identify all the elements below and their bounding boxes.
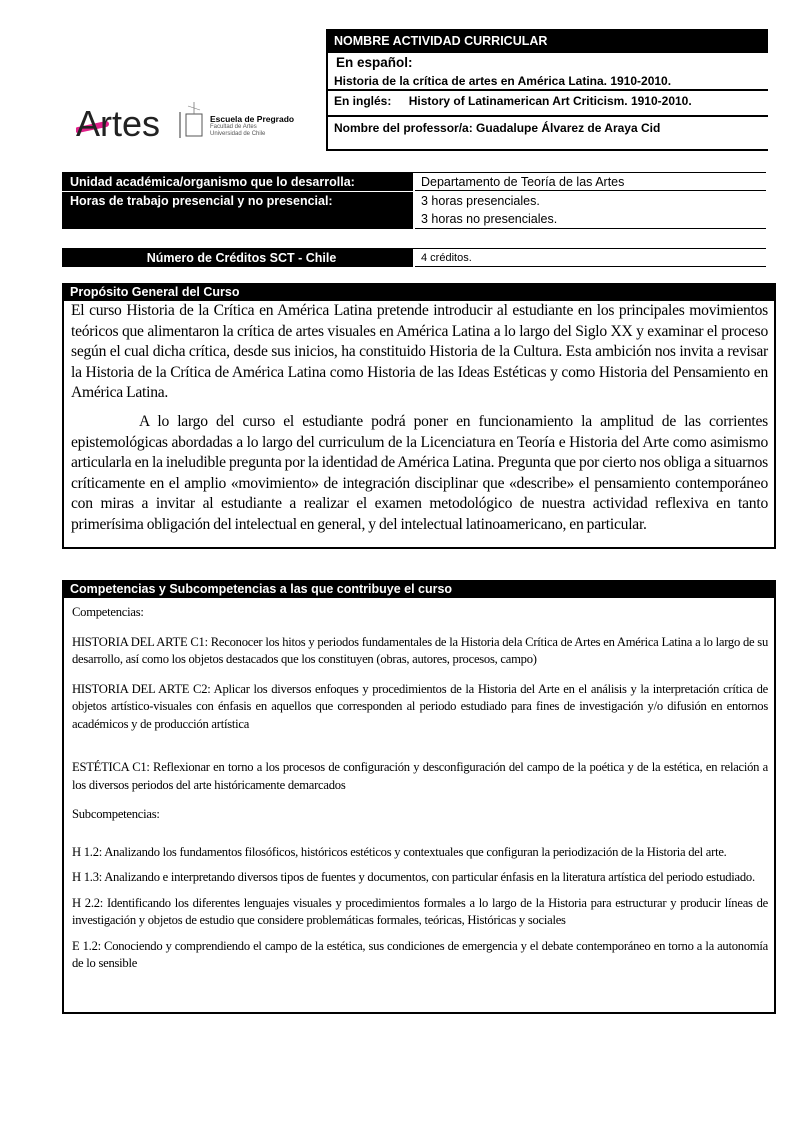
- subcompetencies-label: Subcompetencias:: [72, 807, 160, 821]
- purpose-heading: Propósito General del Curso: [62, 283, 776, 301]
- professor-name: Nombre del professor/a: Guadalupe Álvarez de Araya Cid: [328, 121, 768, 151]
- hours-presencial: 3 horas presenciales.: [421, 194, 540, 208]
- subcompetency-item: H 1.2: Analizando los fundamentos filosóficos, históricos estéticos y contextuales que configuran la periodización de la Historia del arte.: [72, 844, 727, 859]
- spanish-label: En español:: [336, 55, 413, 70]
- competency-item: HISTORIA DEL ARTE C1: Reconocer los hitos y periodos fundamentales de la Historia dela Crítica de Artes en América Latina a lo largo de su desarrollo, así como los objetos destacados que los constituyen (obras, autores, procesos, campo): [72, 634, 768, 666]
- spanish-course-name: Historia de la crítica de artes en América Latina. 1910-2010.: [328, 74, 768, 91]
- purpose-paragraph: El curso Historia de la Crítica en América Latina pretende introducir al estudiante en los principales movimientos teóricos que alimentaron la crítica de artes visuales en América Latina a lo largo del Siglo XX y examinar el proceso según el cual dicha crítica, desde sus inicios, ha constituido Historia de la Cultura. Esta ambición nos invita a revisar la Historia de la Crítica de América Latina como Historia de las Ideas Estéticas y como Historia del Pensamiento en América Latina.: [71, 302, 768, 402]
- hours-value: [415, 192, 766, 229]
- competency-item: ESTÉTICA C1: Reflexionar en torno a los procesos de configuración y desconfiguración del campo de la poética y de la estética, en relación a los diversos periodos del arte históricamente demarcados: [72, 760, 768, 792]
- english-course-name: History of Latinamerican Art Criticism. 1910-2010.: [408, 94, 692, 108]
- course-name-table: [326, 29, 766, 151]
- unit-value: Departamento de Teoría de las Artes: [415, 173, 766, 191]
- academic-info-table: [62, 172, 766, 228]
- competencies-label: Competencias:: [72, 605, 144, 619]
- credits-value: 4 créditos.: [415, 249, 766, 267]
- subcompetency-item: H 2.2: Identificando los diferentes lenguajes visuales y procedimientos formales a lo largo de la Historia para estructurar y producir líneas de investigación y objetos de estudio que considere problemáticas formales, teóricas, Históricas y sociales: [72, 895, 768, 927]
- purpose-body: [62, 301, 776, 549]
- school-name: Escuela de Pregrado: [210, 114, 295, 124]
- university-name: Universidad de Chile: [210, 131, 266, 137]
- credits-label: Número de Créditos SCT - Chile: [62, 249, 413, 267]
- subcompetency-item: H 1.3: Analizando e interpretando diversos tipos de fuentes y documentos, con particular énfasis en la literatura artística del periodo estudiado.: [72, 870, 755, 884]
- competencies-body: [62, 598, 776, 1014]
- subcompetency-item: E 1.2: Conociendo y comprendiendo el campo de la estética, sus condiciones de emergencia y el debate contemporáneo en torno a la autonomía de lo sensible: [72, 938, 768, 970]
- competency-item: HISTORIA DEL ARTE C2: Aplicar los diversos enfoques y procedimientos de la Historia del Arte en el análisis y la interpretación crítica de objetos artístico-visuales con énfasis en aquellos que corresponden al periodo estudiado para fines de investigación y/o difusión en entornos académicos y de producción artística: [72, 681, 768, 731]
- english-row: [328, 94, 768, 117]
- competencies-heading: Competencias y Subcompetencias a las que contribuye el curso: [62, 580, 776, 598]
- svg-text:Artes: Artes: [76, 103, 161, 142]
- unit-label: Unidad académica/organismo que lo desarrolla:: [62, 173, 413, 191]
- hours-label: Horas de trabajo presencial y no presencial:: [62, 192, 413, 229]
- hours-no-presencial: 3 horas no presenciales.: [421, 212, 558, 226]
- purpose-paragraph: A lo largo del curso el estudiante podrá poner en funcionamiento la amplitud de las corrientes epistemológicas abordadas a lo largo del curriculum de la Licenciatura en Teoría e Historia del Arte como asimismo articularla en la ineludible pregunta por la identidad de América Latina. Pregunta que por cierto nos obliga a situarnos críticamente en el amplio «movimiento» de integración disciplinar que «describe» el pensamiento contemporáneo con miras a invitar al estudiante a realizar el examen metodológico de nuestra actividad reflexiva en tanto primerísima obligación del intelectual en general, y del intelectual latinoamericano, en particular.: [71, 412, 768, 533]
- credits-table: [62, 248, 766, 267]
- english-label: En inglés:: [334, 94, 392, 108]
- course-name-heading: NOMBRE ACTIVIDAD CURRICULAR: [328, 29, 768, 53]
- artes-logo: [76, 100, 326, 142]
- faculty-name: Facultad de Artes: [210, 124, 257, 130]
